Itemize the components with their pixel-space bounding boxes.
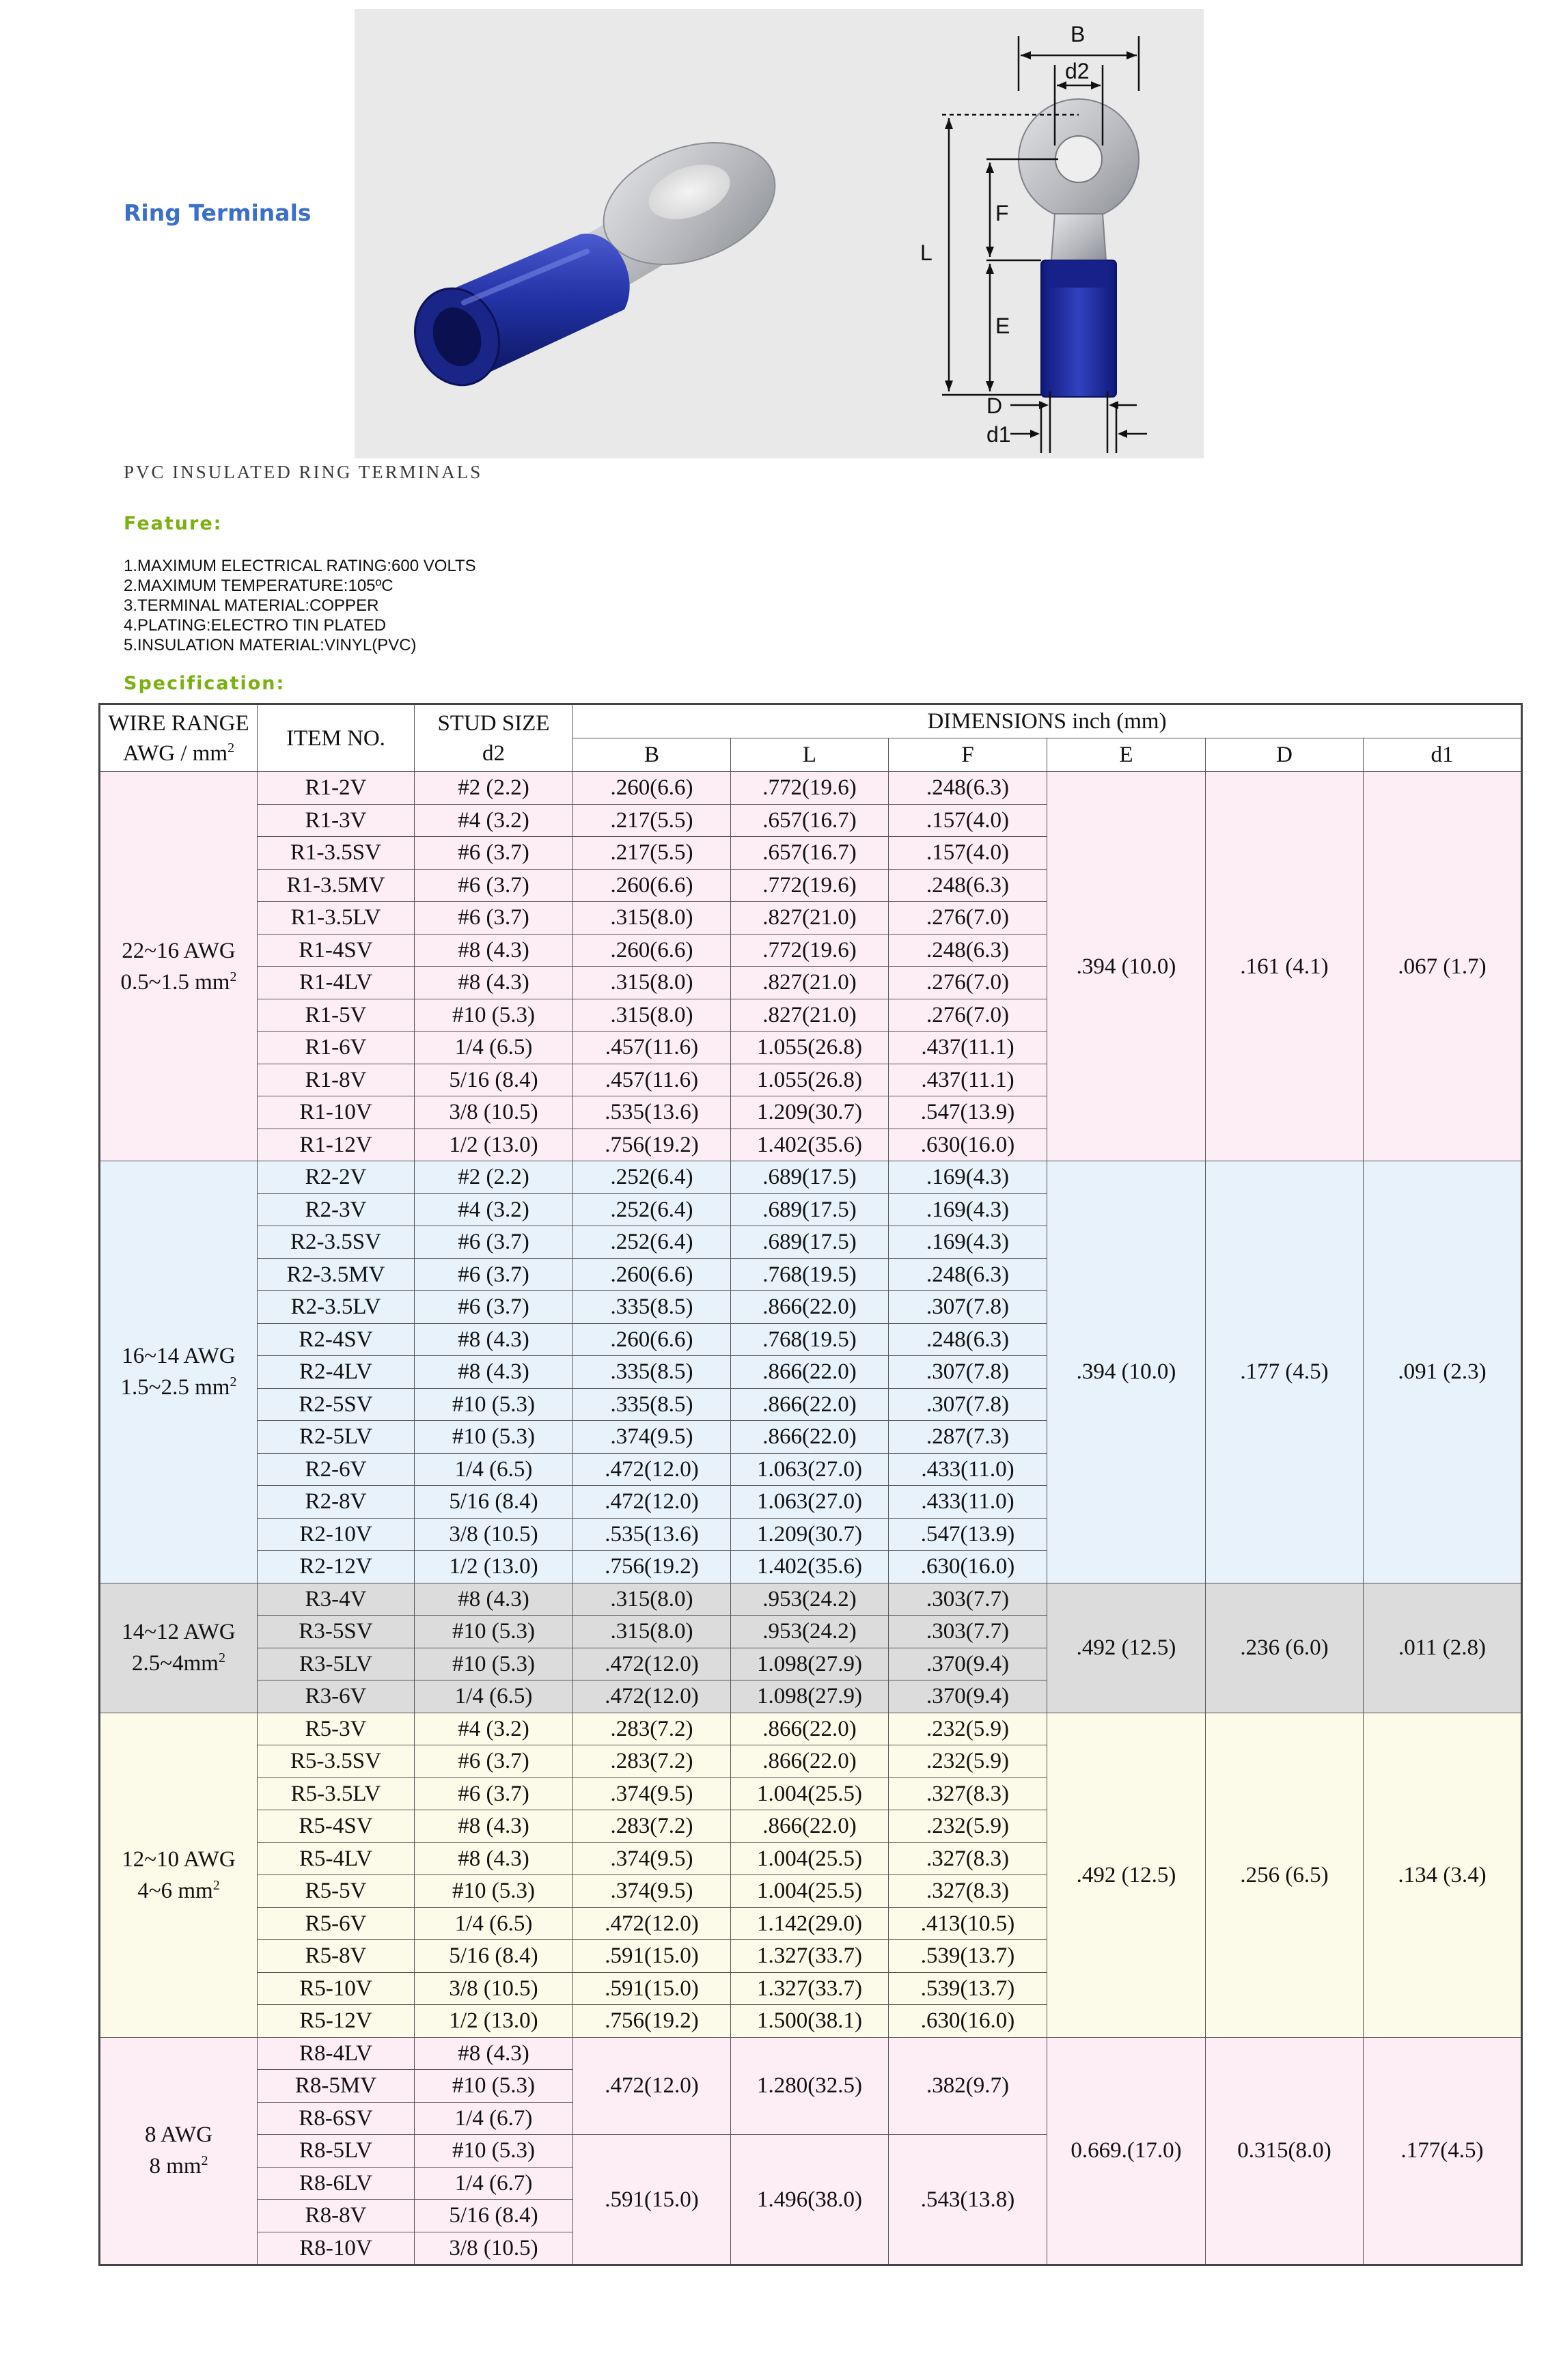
dim-B-cell: .457(11.6) — [573, 1032, 731, 1064]
item-no-cell: R3-5SV — [258, 1616, 415, 1648]
dim-F-cell: .157(4.0) — [889, 804, 1047, 837]
dim-B-cell: .335(8.5) — [573, 1291, 731, 1324]
dim-D-cell: .177 (4.5) — [1206, 1161, 1364, 1583]
dim-L-cell: 1.063(27.0) — [731, 1453, 889, 1486]
feature-list — [124, 556, 476, 655]
dim-F-cell: .630(16.0) — [889, 1129, 1047, 1161]
stud-size-cell: 1/4 (6.5) — [415, 1032, 573, 1064]
stud-size-cell: #8 (4.3) — [415, 1323, 573, 1356]
header-B: B — [573, 738, 731, 772]
dim-D-cell: .236 (6.0) — [1206, 1583, 1364, 1713]
item-no-cell: R8-4LV — [258, 2037, 415, 2070]
dim-B-cell: .374(9.5) — [573, 1777, 731, 1810]
dim-d1-cell: .091 (2.3) — [1364, 1161, 1522, 1583]
dim-d1-cell: .134 (3.4) — [1364, 1713, 1522, 2037]
stud-size-cell: 3/8 (10.5) — [415, 2232, 573, 2265]
page-title: Ring Terminals — [124, 199, 312, 226]
dim-L-cell: 1.402(35.6) — [731, 1129, 889, 1161]
stud-size-cell: 1/2 (13.0) — [415, 1551, 573, 1583]
dim-F-cell: .370(9.4) — [889, 1648, 1047, 1680]
dim-B-cell: .535(13.6) — [573, 1096, 731, 1129]
item-no-cell: R1-12V — [258, 1129, 415, 1161]
stud-size-cell: #10 (5.3) — [415, 2070, 573, 2103]
stud-size-cell: #2 (2.2) — [415, 1161, 573, 1194]
item-no-cell: R1-2V — [258, 772, 415, 805]
wire-mm: 0.5~1.5 mm — [120, 969, 230, 995]
dim-B-cell: .217(5.5) — [573, 804, 731, 837]
dim-L-cell: .866(22.0) — [731, 1810, 889, 1843]
stud-size-cell: #10 (5.3) — [415, 1875, 573, 1908]
wire-awg: 14~12 AWG — [122, 1620, 236, 1644]
dim-E-cell: .492 (12.5) — [1047, 1583, 1206, 1713]
dim-F-cell: .307(7.8) — [889, 1388, 1047, 1421]
item-no-cell: R8-8V — [258, 2200, 415, 2232]
dim-L-cell: 1.004(25.5) — [731, 1842, 889, 1875]
dim-F-cell: .630(16.0) — [889, 2005, 1047, 2038]
dim-F-cell: .232(5.9) — [889, 1713, 1047, 1745]
dim-F-cell: .547(13.9) — [889, 1096, 1047, 1129]
item-no-cell: R1-3.5LV — [258, 902, 415, 935]
wire-mm: 4~6 mm — [137, 1878, 213, 1903]
dim-B-cell: .472(12.0) — [573, 1907, 731, 1940]
dim-B-cell: .756(19.2) — [573, 1551, 731, 1583]
dim-L-cell: .953(24.2) — [731, 1583, 889, 1616]
dim-B-cell: .472(12.0) — [573, 1453, 731, 1486]
stud-size-cell: #2 (2.2) — [415, 772, 573, 805]
dim-B-cell: .217(5.5) — [573, 837, 731, 870]
item-no-cell: R2-3.5SV — [258, 1226, 415, 1259]
stud-size-cell: #4 (3.2) — [415, 1193, 573, 1226]
dim-D-cell: 0.315(8.0) — [1206, 2037, 1364, 2265]
dim-B-cell: .260(6.6) — [573, 1258, 731, 1291]
dim-L-cell: .772(19.6) — [731, 934, 889, 967]
dim-B-cell: .315(8.0) — [573, 1583, 731, 1616]
product-image — [355, 9, 1204, 458]
dim-F-cell: .543(13.8) — [889, 2135, 1047, 2265]
stud-size-cell: #6 (3.7) — [415, 1258, 573, 1291]
dim-L-cell: .866(22.0) — [731, 1291, 889, 1324]
stud-size-cell: 1/4 (6.7) — [415, 2167, 573, 2200]
dim-B-cell: .591(15.0) — [573, 1972, 731, 2005]
label-F: F — [995, 201, 1009, 225]
dim-L-cell: .866(22.0) — [731, 1421, 889, 1454]
dim-F-cell: .327(8.3) — [889, 1842, 1047, 1875]
wire-range-cell — [100, 2037, 258, 2265]
stud-size-cell: #10 (5.3) — [415, 1616, 573, 1648]
dim-L-cell: .866(22.0) — [731, 1745, 889, 1778]
item-no-cell: R1-8V — [258, 1064, 415, 1096]
label-d2: d2 — [1065, 59, 1090, 83]
dim-F-cell: .169(4.3) — [889, 1226, 1047, 1259]
wire-mm-sup: 2 — [218, 1650, 225, 1665]
dim-L-cell: 1.098(27.9) — [731, 1648, 889, 1680]
feature-item: 1.MAXIMUM ELECTRICAL RATING:600 VOLTS — [124, 557, 476, 575]
stud-size-cell: 5/16 (8.4) — [415, 1940, 573, 1973]
table-header — [100, 704, 1522, 772]
header-dimensions: DIMENSIONS inch (mm) — [573, 704, 1522, 738]
item-no-cell: R5-5V — [258, 1875, 415, 1908]
dim-F-cell: .437(11.1) — [889, 1032, 1047, 1064]
dim-F-cell: .276(7.0) — [889, 967, 1047, 999]
stud-size-cell: #6 (3.7) — [415, 837, 573, 870]
stud-size-cell: 1/4 (6.5) — [415, 1907, 573, 1940]
item-no-cell: R1-3.5MV — [258, 869, 415, 902]
stud-size-cell: #6 (3.7) — [415, 1745, 573, 1778]
dim-L-cell: .689(17.5) — [731, 1193, 889, 1226]
stud-size-cell: 1/4 (6.5) — [415, 1453, 573, 1486]
dim-F-cell: .307(7.8) — [889, 1291, 1047, 1324]
dim-B-cell: .252(6.4) — [573, 1161, 731, 1194]
dim-L-cell: .657(16.7) — [731, 804, 889, 837]
stud-size-cell: 3/8 (10.5) — [415, 1096, 573, 1129]
wire-awg: 8 AWG — [144, 2122, 213, 2148]
dim-B-cell: .591(15.0) — [573, 1940, 731, 1973]
dim-B-cell: .283(7.2) — [573, 1713, 731, 1745]
item-no-cell: R8-10V — [258, 2232, 415, 2265]
dim-E-cell: .394 (10.0) — [1047, 772, 1206, 1161]
dim-F-cell: .327(8.3) — [889, 1777, 1047, 1810]
stud-size-cell: #6 (3.7) — [415, 1777, 573, 1810]
wire-mm-sup: 2 — [212, 1877, 220, 1893]
table-row — [100, 1583, 1522, 1616]
dim-L-cell: .768(19.5) — [731, 1258, 889, 1291]
dim-B-cell: .591(15.0) — [573, 2135, 731, 2265]
item-no-cell: R2-8V — [258, 1486, 415, 1519]
item-no-cell: R8-6LV — [258, 2167, 415, 2200]
dim-L-cell: 1.063(27.0) — [731, 1486, 889, 1519]
wire-awg: 12~10 AWG — [122, 1846, 236, 1872]
dim-L-cell: .827(21.0) — [731, 902, 889, 935]
dim-L-cell: .827(21.0) — [731, 967, 889, 999]
dim-B-cell: .315(8.0) — [573, 902, 731, 935]
dim-B-cell: .374(9.5) — [573, 1842, 731, 1875]
stud-size-cell: #8 (4.3) — [415, 1842, 573, 1875]
item-no-cell: R2-3V — [258, 1193, 415, 1226]
item-no-cell: R3-6V — [258, 1680, 415, 1713]
item-no-cell: R2-4SV — [258, 1323, 415, 1356]
table-row — [100, 2037, 1522, 2070]
header-stud-size: STUD SIZE d2 — [415, 704, 573, 772]
label-E: E — [995, 314, 1010, 338]
dim-L-cell: 1.055(26.8) — [731, 1064, 889, 1096]
dim-B-cell: .535(13.6) — [573, 1518, 731, 1551]
item-no-cell: R1-5V — [258, 999, 415, 1032]
stud-size-cell: #10 (5.3) — [415, 2135, 573, 2168]
dim-F-cell: .630(16.0) — [889, 1551, 1047, 1583]
dim-F-cell: .370(9.4) — [889, 1680, 1047, 1713]
dim-E-cell: .394 (10.0) — [1047, 1161, 1206, 1583]
dim-F-cell: .248(6.3) — [889, 1323, 1047, 1356]
item-no-cell: R5-4SV — [258, 1810, 415, 1843]
dim-F-cell: .157(4.0) — [889, 837, 1047, 870]
dim-L-cell: .689(17.5) — [731, 1161, 889, 1194]
stud-size-cell: #6 (3.7) — [415, 1226, 573, 1259]
dim-B-cell: .472(12.0) — [573, 2037, 731, 2135]
stud-size-cell: #4 (3.2) — [415, 1713, 573, 1745]
dim-L-cell: .866(22.0) — [731, 1356, 889, 1389]
ring-terminal-drawing — [355, 9, 1204, 458]
dim-F-cell: .169(4.3) — [889, 1193, 1047, 1226]
dim-B-cell: .335(8.5) — [573, 1356, 731, 1389]
group-14-12-awg — [100, 1583, 1522, 1713]
item-no-cell: R3-4V — [258, 1583, 415, 1616]
label-D: D — [986, 393, 1003, 418]
stud-size-cell: #10 (5.3) — [415, 1648, 573, 1680]
dim-B-cell: .374(9.5) — [573, 1421, 731, 1454]
dim-F-cell: .232(5.9) — [889, 1810, 1047, 1843]
dim-B-cell: .260(6.6) — [573, 934, 731, 967]
wire-mm-sup: 2 — [230, 1374, 237, 1390]
dim-B-cell: .283(7.2) — [573, 1745, 731, 1778]
item-no-cell: R1-4LV — [258, 967, 415, 999]
dim-B-cell: .472(12.0) — [573, 1680, 731, 1713]
header-item-no: ITEM NO. — [258, 704, 415, 772]
dim-d1-cell: .067 (1.7) — [1364, 772, 1522, 1161]
group-22-16-awg — [100, 772, 1522, 1161]
specification-heading: Specification: — [124, 673, 286, 694]
dim-B-cell: .472(12.0) — [573, 1486, 731, 1519]
dim-L-cell: 1.327(33.7) — [731, 1972, 889, 2005]
dim-L-cell: .772(19.6) — [731, 869, 889, 902]
dim-F-cell: .303(7.7) — [889, 1583, 1047, 1616]
wire-mm: 1.5~2.5 mm — [120, 1375, 230, 1400]
item-no-cell: R1-3.5SV — [258, 837, 415, 870]
dim-L-cell: .768(19.5) — [731, 1323, 889, 1356]
dim-L-cell: 1.209(30.7) — [731, 1096, 889, 1129]
dim-L-cell: 1.402(35.6) — [731, 1551, 889, 1583]
wire-mm-sup: 2 — [201, 2153, 208, 2169]
item-no-cell: R5-6V — [258, 1907, 415, 1940]
item-no-cell: R2-6V — [258, 1453, 415, 1486]
stud-size-cell: 5/16 (8.4) — [415, 1486, 573, 1519]
dim-B-cell: .315(8.0) — [573, 967, 731, 999]
dim-L-cell: 1.496(38.0) — [731, 2135, 889, 2265]
dim-L-cell: .772(19.6) — [731, 772, 889, 805]
item-no-cell: R1-3V — [258, 804, 415, 837]
item-no-cell: R1-10V — [258, 1096, 415, 1129]
specification-table — [98, 703, 1523, 2266]
terminal-photo — [402, 120, 792, 397]
wire-mm-sup: 2 — [230, 969, 237, 984]
item-no-cell: R3-5LV — [258, 1648, 415, 1680]
wire-range-cell — [100, 1161, 258, 1583]
stud-size-cell: #8 (4.3) — [415, 2037, 573, 2070]
item-no-cell: R2-5SV — [258, 1388, 415, 1421]
dim-F-cell: .437(11.1) — [889, 1064, 1047, 1096]
item-no-cell: R8-5LV — [258, 2135, 415, 2168]
feature-item: 2.MAXIMUM TEMPERATURE:105ºC — [124, 577, 393, 595]
dim-D-cell: .256 (6.5) — [1206, 1713, 1364, 2037]
dim-B-cell: .252(6.4) — [573, 1193, 731, 1226]
dim-F-cell: .169(4.3) — [889, 1161, 1047, 1194]
dim-F-cell: .276(7.0) — [889, 999, 1047, 1032]
item-no-cell: R2-12V — [258, 1551, 415, 1583]
dim-L-cell: 1.004(25.5) — [731, 1777, 889, 1810]
feature-item: 4.PLATING:ELECTRO TIN PLATED — [124, 616, 387, 635]
dim-L-cell: 1.055(26.8) — [731, 1032, 889, 1064]
item-no-cell: R2-5LV — [258, 1421, 415, 1454]
dim-F-cell: .248(6.3) — [889, 934, 1047, 967]
stud-size-cell: #6 (3.7) — [415, 869, 573, 902]
wire-awg: 16~14 AWG — [122, 1344, 236, 1369]
dim-L-cell: .866(22.0) — [731, 1388, 889, 1421]
item-no-cell: R2-10V — [258, 1518, 415, 1551]
dim-F-cell: .539(13.7) — [889, 1972, 1047, 2005]
feature-item: 3.TERMINAL MATERIAL:COPPER — [124, 596, 379, 615]
header-wire-range: WIRE RANGE AWG / $mm^2$ — [100, 704, 258, 772]
dim-F-cell: .248(6.3) — [889, 772, 1047, 805]
dim-L-cell: 1.098(27.9) — [731, 1680, 889, 1713]
stud-size-cell: #8 (4.3) — [415, 934, 573, 967]
dim-d1-cell: .177(4.5) — [1364, 2037, 1522, 2265]
wire-awg: 22~16 AWG — [122, 938, 236, 963]
header-F: F — [889, 738, 1047, 772]
dim-F-cell: .547(13.9) — [889, 1518, 1047, 1551]
item-no-cell: R5-3V — [258, 1713, 415, 1745]
dim-F-cell: .433(11.0) — [889, 1453, 1047, 1486]
table-row — [100, 772, 1522, 805]
dim-L-cell: .657(16.7) — [731, 837, 889, 870]
wire-range-cell — [100, 1713, 258, 2037]
dim-F-cell: .382(9.7) — [889, 2037, 1047, 2135]
wire-range-cell — [100, 1583, 258, 1713]
group-8-awg — [100, 2037, 1522, 2265]
table-row — [100, 1161, 1522, 1194]
dim-d1-cell: .011 (2.8) — [1364, 1583, 1522, 1713]
stud-size-cell: #4 (3.2) — [415, 804, 573, 837]
dim-F-cell: .433(11.0) — [889, 1486, 1047, 1519]
stud-size-cell: #8 (4.3) — [415, 1810, 573, 1843]
dim-B-cell: .315(8.0) — [573, 1616, 731, 1648]
header-D: D — [1206, 738, 1364, 772]
dim-B-cell: .260(6.6) — [573, 772, 731, 805]
item-no-cell: R1-6V — [258, 1032, 415, 1064]
item-no-cell: R1-4SV — [258, 934, 415, 967]
dim-B-cell: .335(8.5) — [573, 1388, 731, 1421]
dim-B-cell: .374(9.5) — [573, 1875, 731, 1908]
dim-E-cell: 0.669.(17.0) — [1047, 2037, 1206, 2265]
dim-B-cell: .260(6.6) — [573, 1323, 731, 1356]
item-no-cell: R8-6SV — [258, 2102, 415, 2135]
label-L: L — [920, 240, 933, 265]
stud-size-cell: 3/8 (10.5) — [415, 1972, 573, 2005]
dim-L-cell: .827(21.0) — [731, 999, 889, 1032]
dim-F-cell: .539(13.7) — [889, 1940, 1047, 1973]
item-no-cell: R8-5MV — [258, 2070, 415, 2103]
dim-B-cell: .252(6.4) — [573, 1226, 731, 1259]
item-no-cell: R5-8V — [258, 1940, 415, 1973]
stud-size-cell: 3/8 (10.5) — [415, 1518, 573, 1551]
header-E: E — [1047, 738, 1206, 772]
stud-size-cell: 1/4 (6.5) — [415, 1680, 573, 1713]
dim-F-cell: .303(7.7) — [889, 1616, 1047, 1648]
dim-L-cell: .953(24.2) — [731, 1616, 889, 1648]
stud-size-cell: #8 (4.3) — [415, 967, 573, 999]
dim-F-cell: .276(7.0) — [889, 902, 1047, 935]
dim-B-cell: .457(11.6) — [573, 1064, 731, 1096]
dim-B-cell: .472(12.0) — [573, 1648, 731, 1680]
stud-size-cell: #8 (4.3) — [415, 1583, 573, 1616]
item-no-cell: R2-4LV — [258, 1356, 415, 1389]
dim-B-cell: .756(19.2) — [573, 1129, 731, 1161]
item-no-cell: R5-4LV — [258, 1842, 415, 1875]
header-L: L — [731, 738, 889, 772]
dim-F-cell: .232(5.9) — [889, 1745, 1047, 1778]
dim-B-cell: .756(19.2) — [573, 2005, 731, 2038]
group-12-10-awg — [100, 1713, 1522, 2037]
stud-size-cell: 5/16 (8.4) — [415, 1064, 573, 1096]
dim-F-cell: .413(10.5) — [889, 1907, 1047, 1940]
feature-heading: Feature: — [124, 513, 223, 534]
dim-E-cell: .492 (12.5) — [1047, 1713, 1206, 2037]
item-no-cell: R2-2V — [258, 1161, 415, 1194]
wire-mm: 8 mm — [149, 2154, 202, 2179]
label-B: B — [1070, 22, 1086, 46]
table-row — [100, 1713, 1522, 1745]
stud-size-cell: 5/16 (8.4) — [415, 2200, 573, 2232]
dim-L-cell: .866(22.0) — [731, 1713, 889, 1745]
item-no-cell: R5-3.5LV — [258, 1777, 415, 1810]
group-16-14-awg — [100, 1161, 1522, 1583]
stud-size-cell: 1/2 (13.0) — [415, 2005, 573, 2038]
dim-F-cell: .248(6.3) — [889, 1258, 1047, 1291]
dim-L-cell: 1.209(30.7) — [731, 1518, 889, 1551]
stud-size-cell: #10 (5.3) — [415, 999, 573, 1032]
wire-range-cell — [100, 772, 258, 1161]
header-d1: d1 — [1364, 738, 1522, 772]
dim-B-cell: .260(6.6) — [573, 869, 731, 902]
dim-L-cell: 1.004(25.5) — [731, 1875, 889, 1908]
dim-L-cell: 1.327(33.7) — [731, 1940, 889, 1973]
stud-size-cell: #6 (3.7) — [415, 1291, 573, 1324]
dimension-drawing — [920, 22, 1147, 453]
label-d1: d1 — [986, 422, 1011, 447]
dim-L-cell: 1.142(29.0) — [731, 1907, 889, 1940]
dim-B-cell: .283(7.2) — [573, 1810, 731, 1843]
dim-B-cell: .315(8.0) — [573, 999, 731, 1032]
dim-F-cell: .327(8.3) — [889, 1875, 1047, 1908]
dim-F-cell: .307(7.8) — [889, 1356, 1047, 1389]
stud-size-cell: 1/2 (13.0) — [415, 1129, 573, 1161]
stud-size-cell: #8 (4.3) — [415, 1356, 573, 1389]
item-no-cell: R5-10V — [258, 1972, 415, 2005]
item-no-cell: R2-3.5LV — [258, 1291, 415, 1324]
dim-L-cell: 1.280(32.5) — [731, 2037, 889, 2135]
dim-F-cell: .287(7.3) — [889, 1421, 1047, 1454]
dim-L-cell: 1.500(38.1) — [731, 2005, 889, 2038]
stud-size-cell: #10 (5.3) — [415, 1421, 573, 1454]
dim-F-cell: .248(6.3) — [889, 869, 1047, 902]
item-no-cell: R2-3.5MV — [258, 1258, 415, 1291]
dim-D-cell: .161 (4.1) — [1206, 772, 1364, 1161]
item-no-cell: R5-3.5SV — [258, 1745, 415, 1778]
stud-size-cell: #10 (5.3) — [415, 1388, 573, 1421]
dim-L-cell: .689(17.5) — [731, 1226, 889, 1259]
item-no-cell: R5-12V — [258, 2005, 415, 2038]
page-subtitle: PVC INSULATED RING TERMINALS — [124, 462, 483, 482]
stud-size-cell: #6 (3.7) — [415, 902, 573, 935]
wire-mm: 2.5~4mm — [132, 1651, 219, 1676]
feature-item: 5.INSULATION MATERIAL:VINYL(PVC) — [124, 636, 417, 654]
stud-size-cell: 1/4 (6.7) — [415, 2102, 573, 2135]
